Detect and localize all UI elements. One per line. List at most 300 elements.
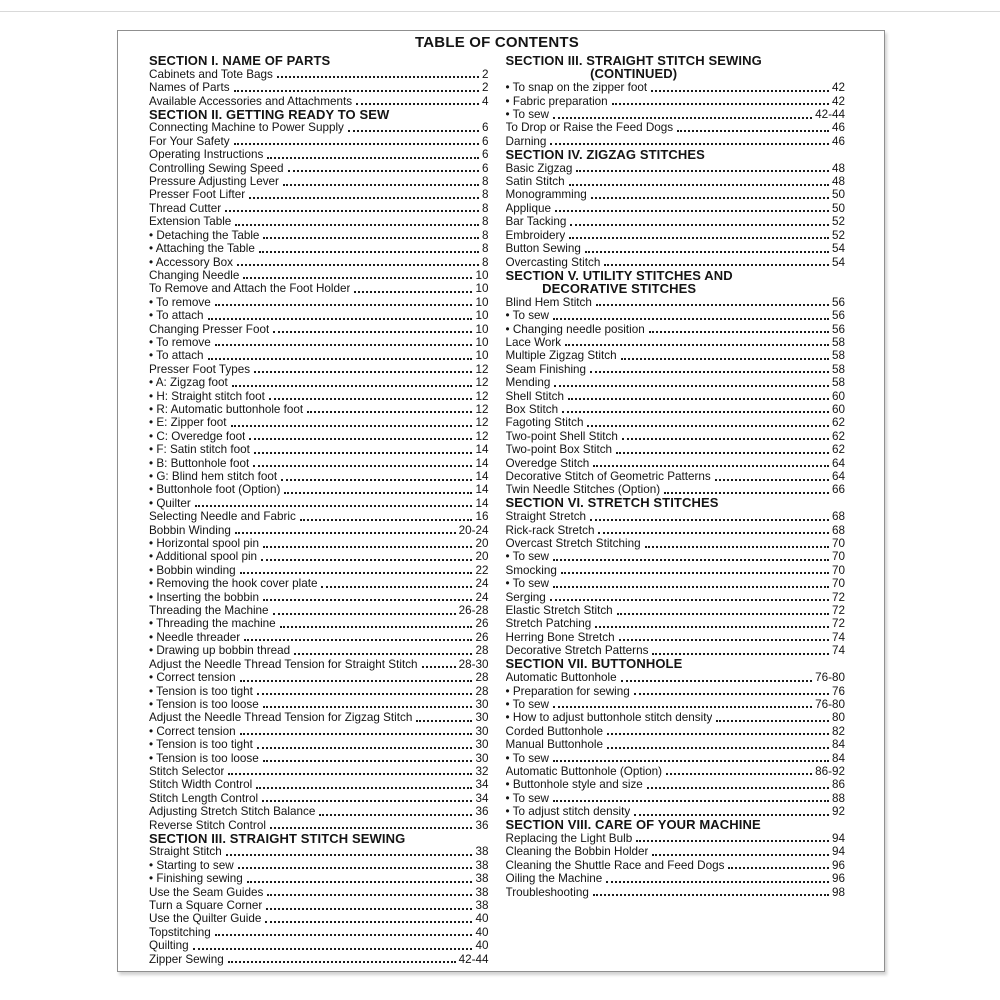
toc-entry <box>506 416 846 429</box>
toc-entry <box>149 550 489 563</box>
toc-entry-label: Adjust the Needle Thread Tension for Zigzag Stitch <box>149 711 413 725</box>
toc-entry <box>506 336 846 349</box>
toc-entry <box>506 832 846 845</box>
toc-entry-page-number: 60 <box>831 389 845 403</box>
toc-entry <box>506 94 846 107</box>
toc-entry-label: Stitch Width Control <box>149 778 253 792</box>
toc-entry <box>149 161 489 174</box>
toc-entry <box>149 483 489 496</box>
toc-entry-page-number: 58 <box>831 335 845 349</box>
toc-entry-page-number: 56 <box>831 322 845 336</box>
toc-entry-page-number: 8 <box>481 188 489 202</box>
toc-entry-page-number: 30 <box>475 751 489 765</box>
toc-leader-dots <box>259 251 479 253</box>
toc-entry <box>149 242 489 255</box>
toc-entry-page-number: 84 <box>831 751 845 765</box>
toc-entry <box>506 845 846 858</box>
toc-entry <box>506 738 846 751</box>
toc-entry-page-number: 62 <box>831 416 845 430</box>
toc-entry-page-number: 2 <box>481 67 489 81</box>
toc-leader-dots <box>562 411 829 413</box>
toc-entry <box>149 456 489 469</box>
toc-entry-label: Twin Needle Stitches (Option) <box>505 483 661 497</box>
toc-entry-label: • A: Zigzag foot <box>149 376 228 390</box>
toc-entry-page-number: 58 <box>831 362 845 376</box>
toc-entry-page-number: 96 <box>831 872 845 886</box>
toc-entry-label: Changing Needle <box>149 268 240 282</box>
toc-entry-page-number: 48 <box>831 175 845 189</box>
toc-entry-label: Serging <box>505 590 546 604</box>
toc-leader-dots <box>617 613 829 615</box>
toc-entry-label: Stitch Selector <box>149 764 225 778</box>
toc-entry-page-number: 86-92 <box>815 764 845 778</box>
section-header <box>506 269 733 296</box>
toc-entry-page-number: 12 <box>475 402 489 416</box>
toc-leader-dots <box>621 680 812 682</box>
toc-entry <box>149 349 489 362</box>
toc-entry <box>149 416 489 429</box>
toc-entry <box>149 215 489 228</box>
toc-entry-label: Seam Finishing <box>505 362 587 376</box>
toc-entry <box>506 885 846 898</box>
toc-entry <box>506 376 846 389</box>
toc-entry-page-number: 12 <box>475 429 489 443</box>
toc-leader-dots <box>240 572 473 574</box>
toc-leader-dots <box>231 425 473 427</box>
toc-leader-dots <box>606 881 829 883</box>
toc-entry-label: Rick-rack Stretch <box>505 523 595 537</box>
toc-entry-page-number: 12 <box>475 362 489 376</box>
toc-entry-page-number: 54 <box>831 255 845 269</box>
toc-entry-page-number: 68 <box>831 523 845 537</box>
toc-entry-label: • To sew <box>505 577 550 591</box>
toc-entry-label: • Correct tension <box>149 671 236 685</box>
toc-leader-dots <box>716 720 829 722</box>
toc-entry-page-number: 70 <box>831 537 845 551</box>
section-header <box>506 496 719 509</box>
toc-entry <box>506 362 846 375</box>
toc-entry-page-number: 30 <box>475 711 489 725</box>
toc-entry <box>149 644 489 657</box>
toc-entry-label: • To sew <box>505 751 550 765</box>
toc-leader-dots <box>244 639 472 641</box>
toc-entry-label: • Horizontal spool pin <box>149 537 259 551</box>
toc-entry-page-number: 8 <box>481 228 489 242</box>
toc-entry-label: • Drawing up bobbin thread <box>149 644 291 658</box>
toc-entry <box>149 791 489 804</box>
toc-leader-dots <box>277 76 479 78</box>
toc-entry-label: Controlling Sewing Speed <box>149 161 284 175</box>
toc-entry-label: Presser Foot Lifter <box>149 188 246 202</box>
toc-entry-page-number: 68 <box>831 510 845 524</box>
toc-entry <box>506 724 846 737</box>
toc-entry-page-number: 14 <box>475 483 489 497</box>
toc-leader-dots <box>636 840 829 842</box>
toc-leader-dots <box>263 599 472 601</box>
toc-entry-page-number: 82 <box>831 724 845 738</box>
toc-leader-dots <box>422 666 456 668</box>
toc-leader-dots <box>235 532 456 534</box>
toc-entry-label: • To sew <box>505 309 550 323</box>
toc-entry <box>149 148 489 161</box>
toc-entry-label: • Removing the hook cover plate <box>149 577 318 591</box>
toc-entry-label: • How to adjust buttonhole stitch density <box>505 711 713 725</box>
toc-entry <box>506 108 846 121</box>
toc-leader-dots <box>235 224 479 226</box>
toc-entry-page-number: 6 <box>481 161 489 175</box>
toc-entry-page-number: 38 <box>475 845 489 859</box>
toc-entry-page-number: 8 <box>481 255 489 269</box>
toc-leader-dots <box>585 251 829 253</box>
toc-entry-page-number: 74 <box>831 630 845 644</box>
toc-entry-label: Cleaning the Bobbin Holder <box>505 845 649 859</box>
toc-entry <box>506 778 846 791</box>
toc-entry-page-number: 30 <box>475 724 489 738</box>
toc-entry-label: • To sew <box>505 697 550 711</box>
toc-entry-page-number: 50 <box>831 188 845 202</box>
toc-leader-dots <box>649 331 829 333</box>
toc-entry <box>149 67 489 80</box>
toc-entry-page-number: 20 <box>475 537 489 551</box>
toc-entry-label: • Inserting the bobbin <box>149 590 260 604</box>
toc-entry-page-number: 50 <box>831 201 845 215</box>
toc-entry <box>149 563 489 576</box>
toc-leader-dots <box>593 894 829 896</box>
toc-leader-dots <box>288 170 479 172</box>
toc-entry-label: Selecting Needle and Fabric <box>149 510 296 524</box>
toc-leader-dots <box>587 425 829 427</box>
toc-leader-dots <box>307 411 472 413</box>
toc-leader-dots <box>590 519 829 521</box>
section-header-text: SECTION VIII. CARE OF YOUR MACHINE <box>505 817 761 833</box>
toc-entry-page-number: 84 <box>831 738 845 752</box>
toc-entry-label: Overcast Stretch Stitching <box>505 537 641 551</box>
toc-leader-dots <box>569 184 829 186</box>
toc-entry-page-number: 62 <box>831 443 845 457</box>
toc-leader-dots <box>267 157 479 159</box>
toc-entry <box>149 657 489 670</box>
toc-leader-dots <box>553 800 829 802</box>
toc-entry-page-number: 30 <box>475 697 489 711</box>
toc-entry <box>149 805 489 818</box>
toc-leader-dots <box>253 465 472 467</box>
toc-entry <box>149 738 489 751</box>
toc-entry <box>506 630 846 643</box>
toc-entry-page-number: 8 <box>481 201 489 215</box>
toc-entry-label: Cleaning the Shuttle Race and Feed Dogs <box>505 858 725 872</box>
toc-entry-page-number: 10 <box>475 282 489 296</box>
toc-entry-label: • Fabric preparation <box>505 94 608 108</box>
toc-entry-page-number: 52 <box>831 228 845 242</box>
toc-leader-dots <box>550 599 829 601</box>
toc-entry <box>506 134 846 147</box>
toc-entry-label: • Threading the machine <box>149 617 276 631</box>
toc-leader-dots <box>240 733 473 735</box>
toc-leader-dots <box>553 117 812 119</box>
toc-entry-page-number: 56 <box>831 309 845 323</box>
toc-entry-label: • Finishing sewing <box>149 872 243 886</box>
toc-entry-page-number: 64 <box>831 470 845 483</box>
toc-leader-dots <box>652 854 829 856</box>
toc-entry-page-number: 52 <box>831 215 845 229</box>
toc-entry-label: • R: Automatic buttonhole foot <box>149 402 304 416</box>
toc-leader-dots <box>232 385 473 387</box>
toc-entry-label: Changing Presser Foot <box>149 322 270 336</box>
toc-entry-label: • Tension is too tight <box>149 738 253 752</box>
toc-entry-label: Bar Tacking <box>505 215 567 229</box>
toc-column-left <box>149 54 489 966</box>
toc-entry-page-number: 42 <box>831 94 845 108</box>
toc-entry-page-number: 32 <box>475 764 489 778</box>
toc-entry-page-number: 94 <box>831 831 845 845</box>
toc-entry-page-number: 40 <box>475 925 489 939</box>
toc-entry <box>506 309 846 322</box>
toc-entry-label: Button Sewing <box>505 242 581 256</box>
toc-entry <box>149 510 489 523</box>
toc-entry-label: Manual Buttonhole <box>505 738 603 752</box>
toc-entry <box>506 765 846 778</box>
toc-entry-label: Blind Hem Stitch <box>505 295 592 309</box>
toc-entry <box>506 188 846 201</box>
toc-entry-page-number: 42-44 <box>458 952 489 966</box>
toc-leader-dots <box>664 492 829 494</box>
toc-entry-label: Names of Parts <box>149 81 230 95</box>
toc-leader-dots <box>263 546 472 548</box>
toc-leader-dots <box>300 519 473 521</box>
toc-entry-label: • E: Zipper foot <box>149 416 227 430</box>
toc-leader-dots <box>247 881 473 883</box>
toc-entry-page-number: 14 <box>475 470 489 483</box>
toc-entry <box>149 188 489 201</box>
toc-entry-page-number: 72 <box>831 617 845 631</box>
toc-leader-dots <box>596 304 829 306</box>
toc-entry <box>506 858 846 871</box>
toc-leader-dots <box>263 760 473 762</box>
toc-entry <box>149 376 489 389</box>
toc-entry-label: Smocking <box>505 563 557 577</box>
toc-leader-dots <box>645 546 829 548</box>
toc-entry-label: • Tension is too loose <box>149 697 259 711</box>
toc-entry <box>506 698 846 711</box>
toc-entry <box>506 349 846 362</box>
toc-entry-label: • Needle threader <box>149 630 241 644</box>
section-header-text: SECTION VI. STRETCH STITCHES <box>505 495 719 511</box>
toc-entry-page-number: 88 <box>831 791 845 805</box>
toc-entry-page-number: 72 <box>831 604 845 618</box>
toc-entry-page-number: 40 <box>475 912 489 926</box>
toc-leader-dots <box>595 626 829 628</box>
toc-entry-page-number: 28 <box>475 671 489 685</box>
toc-leader-dots <box>416 720 472 722</box>
toc-entry-label: • Buttonhole style and size <box>505 778 643 792</box>
toc-leader-dots <box>267 894 472 896</box>
toc-entry-label: Reverse Stitch Control <box>149 818 266 832</box>
toc-leader-dots <box>593 465 829 467</box>
toc-entry <box>149 939 489 952</box>
toc-entry <box>149 617 489 630</box>
toc-entry-label: Automatic Buttonhole (Option) <box>505 764 663 778</box>
section-header <box>506 148 705 161</box>
toc-entry <box>506 322 846 335</box>
toc-entry <box>506 751 846 764</box>
toc-leader-dots <box>234 143 479 145</box>
toc-leader-dots <box>598 532 829 534</box>
toc-entry-page-number: 28-30 <box>458 657 489 671</box>
toc-entry-label: • F: Satin stitch foot <box>149 443 250 457</box>
toc-leader-dots <box>554 385 829 387</box>
toc-entry <box>149 630 489 643</box>
toc-leader-dots <box>263 706 473 708</box>
toc-leader-dots <box>619 639 829 641</box>
toc-entry-page-number: 26 <box>475 630 489 644</box>
toc-leader-dots <box>249 438 472 440</box>
toc-entry-page-number: 62 <box>831 429 845 443</box>
toc-entry-page-number: 36 <box>475 805 489 819</box>
toc-entry-label: Two-point Box Stitch <box>505 443 613 457</box>
toc-leader-dots <box>238 867 473 869</box>
toc-entry-label: Multiple Zigzag Stitch <box>505 349 617 363</box>
toc-entry <box>149 724 489 737</box>
toc-leader-dots <box>550 143 829 145</box>
toc-entry-label: Topstitching <box>149 925 211 939</box>
toc-entry <box>149 470 489 483</box>
toc-entry-label: Monogramming <box>505 188 587 202</box>
toc-entry-page-number: 74 <box>831 644 845 658</box>
toc-leader-dots <box>621 358 829 360</box>
toc-entry <box>149 523 489 536</box>
toc-entry-page-number: 14 <box>475 496 489 510</box>
toc-entry-label: Two-point Shell Stitch <box>505 429 618 443</box>
toc-entry-page-number: 10 <box>475 335 489 349</box>
toc-entry <box>149 282 489 295</box>
toc-entry <box>149 684 489 697</box>
toc-entry <box>149 81 489 94</box>
toc-entry-label: Overcasting Stitch <box>505 255 601 269</box>
toc-leader-dots <box>622 438 829 440</box>
toc-entry-label: Replacing the Light Bulb <box>505 831 633 845</box>
toc-entry <box>149 201 489 214</box>
toc-entry-page-number: 86 <box>831 778 845 792</box>
toc-leader-dots <box>715 479 829 481</box>
page-title: TABLE OF CONTENTS <box>415 34 579 51</box>
toc-entry-page-number: 42-44 <box>815 108 845 122</box>
toc-entry-page-number: 10 <box>475 322 489 336</box>
toc-entry-label: Oiling the Machine <box>505 872 603 886</box>
toc-entry-page-number: 38 <box>475 872 489 886</box>
toc-entry-label: Straight Stretch <box>505 510 587 524</box>
toc-leader-dots <box>273 613 456 615</box>
toc-entry-page-number: 98 <box>831 885 845 899</box>
toc-entry-page-number: 60 <box>831 402 845 416</box>
toc-entry-label: • To adjust stitch density <box>505 805 631 819</box>
toc-entry-label: Extension Table <box>149 215 232 229</box>
toc-entry-page-number: 10 <box>475 309 489 323</box>
toc-leader-dots <box>269 398 473 400</box>
toc-entry-page-number: 28 <box>475 684 489 698</box>
section-header <box>149 832 405 845</box>
toc-entry-label: Threading the Machine <box>149 604 269 618</box>
toc-leader-dots <box>553 586 829 588</box>
toc-entry-page-number: 96 <box>831 858 845 872</box>
section-header-text: SECTION II. GETTING READY TO SEW <box>149 106 390 122</box>
toc-entry-label: • To remove <box>149 295 211 309</box>
toc-entry-label: Turn a Square Corner <box>149 899 263 912</box>
toc-entry <box>506 805 846 818</box>
toc-entry-label: Connecting Machine to Power Supply <box>149 121 344 135</box>
section-header-continued-text: DECORATIVE STITCHES <box>542 280 697 296</box>
toc-entry <box>149 537 489 550</box>
toc-leader-dots <box>634 693 829 695</box>
toc-leader-dots <box>565 344 829 346</box>
toc-entry-label: Herring Bone Stretch <box>505 630 615 644</box>
toc-leader-dots <box>616 452 829 454</box>
toc-entry-page-number: 12 <box>475 389 489 403</box>
toc-entry <box>506 429 846 442</box>
toc-leader-dots <box>195 505 473 507</box>
section-header-text: SECTION III. STRAIGHT STITCH SEWING <box>505 53 762 68</box>
toc-entry-page-number: 26 <box>475 617 489 631</box>
section-header-text: SECTION VII. BUTTONHOLE <box>505 656 683 672</box>
toc-leader-dots <box>215 344 473 346</box>
toc-entry-label: Available Accessories and Attachments <box>149 94 353 108</box>
toc-leader-dots <box>612 103 829 105</box>
toc-leader-dots <box>348 130 479 132</box>
toc-entry-label: Quilting <box>149 939 189 953</box>
toc-entry-label: • H: Straight stitch foot <box>149 389 265 403</box>
toc-entry-page-number: 8 <box>481 175 489 189</box>
toc-entry-label: • To sew <box>505 108 550 122</box>
table-of-contents-page <box>117 30 885 972</box>
toc-leader-dots <box>237 264 479 266</box>
section-header-text: SECTION IV. ZIGZAG STITCHES <box>505 146 705 162</box>
toc-entry-label: Decorative Stretch Patterns <box>505 644 649 658</box>
toc-entry <box>506 684 846 697</box>
toc-entry <box>149 175 489 188</box>
section-header-continued-text: (CONTINUED) <box>590 66 678 82</box>
toc-leader-dots <box>568 398 829 400</box>
toc-entry-page-number: 6 <box>481 134 489 148</box>
toc-entry <box>149 269 489 282</box>
toc-entry-label: Darning <box>505 134 547 148</box>
toc-entry-page-number: 94 <box>831 845 845 859</box>
toc-entry-page-number: 22 <box>475 563 489 577</box>
toc-entry-label: Use the Quilter Guide <box>149 912 262 926</box>
toc-entry-label: • To snap on the zipper foot <box>505 81 648 95</box>
toc-entry <box>506 483 846 496</box>
toc-leader-dots <box>249 197 479 199</box>
toc-entry-label: Straight Stitch <box>149 845 222 859</box>
toc-leader-dots <box>215 934 473 936</box>
toc-entry-page-number: 34 <box>475 778 489 792</box>
toc-leader-dots <box>652 653 829 655</box>
toc-leader-dots <box>270 827 473 829</box>
section-header <box>506 818 761 831</box>
toc-entry <box>149 818 489 831</box>
toc-entry-label: Mending <box>505 376 551 390</box>
toc-columns <box>149 54 845 966</box>
toc-entry <box>506 711 846 724</box>
toc-entry-label: Decorative Stitch of Geometric Patterns <box>505 470 711 483</box>
toc-entry-label: • B: Buttonhole foot <box>149 456 250 470</box>
toc-entry <box>149 590 489 603</box>
toc-entry-page-number: 24 <box>475 590 489 604</box>
toc-leader-dots <box>265 921 472 923</box>
toc-entry-label: Basic Zigzag <box>505 161 573 175</box>
toc-leader-dots <box>294 653 472 655</box>
toc-entry <box>149 778 489 791</box>
toc-leader-dots <box>356 103 479 105</box>
toc-entry <box>506 403 846 416</box>
